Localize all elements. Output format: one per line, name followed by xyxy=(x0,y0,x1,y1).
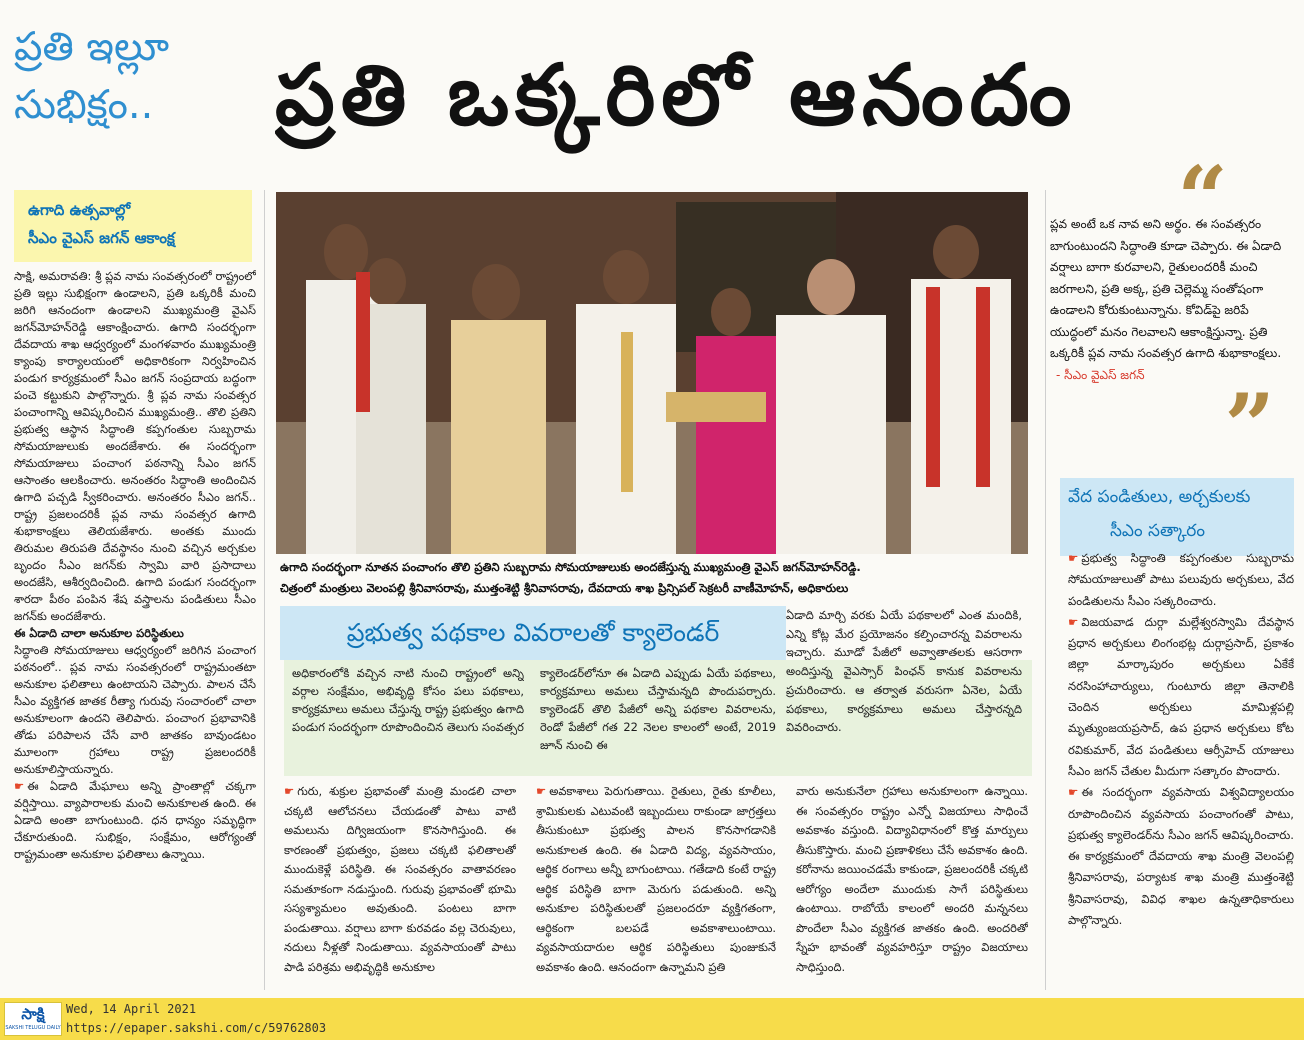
photo-caption xyxy=(280,557,1030,599)
mid-col-3 xyxy=(796,782,1028,994)
close-quote-icon: ” xyxy=(1224,374,1275,478)
quote-text: ప్లవ అంటే ఒక నావ అని అర్థం. ఈ సంవత్సరం బాగుంటుందని సిద్ధాంతి కూడా చెప్పారు. ఈ ఏడాది వర్షాలు బాగా కురవాలని, రైతులందరికీ మంచి జరగాలని, ప్రతి అక్క, ప్రతి చెల్లెమ్మ సంతోషంగా ఉండాలని కోరుకుంటున్నాను. కోవిడ్‌పై జరిపే యుద్ధంలో మనం గెలవాలని ఆకాంక్షిస్తున్నా. ప్రతి ఒక్కరికీ ప్లవ నామ సంవత్సర ఉగాది శుభాకాంక్షలు. xyxy=(1050,217,1282,360)
kicker-line-1: ఉగాది ఉత్సవాల్లో xyxy=(28,201,131,219)
footer-meta xyxy=(66,1000,326,1038)
footer-date: Wed, 14 April 2021 xyxy=(66,1002,197,1016)
calendar-col-3: ఏడాది మార్చి వరకు ఏయే పథకాలలో ఎంత మందికి, ఎన్ని కోట్ల మేర ప్రయోజనం కల్పించారన్న వివరాలను ఇచ్చారు. మూడో పేజీలో అవ్వాతాతలకు ఆసరాగా అందిస్తున్న వైఎస్సార్‌ పింఛన్‌ కానుక వివరాలను ప్రచురించారు. ఆ తర్వాత వరుసగా ఏనెల, ఏయే పథకాలు, కార్యక్రమాలు అమలు చేస్తారన్నది వివరించారు. xyxy=(786,608,1022,735)
mid-col-2-text: ☛ అవకాశాలు పెరుగుతాయి. రైతులు, రైతు కూలీలు, శ్రామికులకు ఎటువంటి ఇబ్బందులు రాకుండా జాగ్రత్తలు తీసుకుంటూ ప్రభుత్వ పాలన కొనసాగడానికి అనుకూలత ఉంది. ఈ ఏడాది విద్య, వ్యవసాయం, ఆర్థిక రంగాలు అన్నీ బాగుంటాయి. గతేడాది కంటే రాష్ట్ర ఆర్థిక పరిస్థితి బాగా మెరుగు పడుతుంది. అన్ని అనుకూల పరిస్థితులతో ప్రజలందరూ వ్యక్తిగతంగా, ఆర్థికంగా బలపడే అవకాశాలుంటాయి. వ్యవసాయదారుల ఆర్థిక పరిస్థితులు పుంజుకునే అవకాశం ఉంది. ఆనందంగా ఉన్నామని ప్రతి xyxy=(536,782,776,977)
tagline-line-1: ప్రతి ఇల్లూ xyxy=(14,24,170,70)
open-quote-icon: “ xyxy=(1177,146,1228,250)
sakshi-logo xyxy=(4,1002,62,1036)
veda-heading-box xyxy=(1060,478,1294,556)
quote-signature: - సీఎం వైఎస్‌ జగన్‌ xyxy=(1056,367,1145,382)
kicker-line-2: సీఎం వైఎస్‌ జగన్‌ ఆకాంక్ష xyxy=(28,229,175,247)
tagline-line-2: సుభిక్షం.. xyxy=(14,82,154,128)
caption-line-1: ఉగాది సందర్భంగా నూతన పంచాంగం తొలి ప్రతిని సుబ్బరామ సోమయాజులుకు అందజేస్తున్న ముఖ్యమంత్రి వైఎస్‌ జగన్‌మోహన్‌రెడ్డి. xyxy=(280,560,861,574)
footer-url[interactable]: https://epaper.sakshi.com/c/59762803 xyxy=(66,1021,327,1035)
left-subhead: ఈ ఏడాది చాలా అనుకూల పరిస్థితులు xyxy=(14,626,184,640)
veda-bullet-3: ☛ ఈ సందర్భంగా వ్యవసాయ విశ్వవిద్యాలయం రూపొందించిన వ్యవసాయ పంచాంగంతో పాటు, ప్రభుత్వ క్యాలెండర్‌ను సీఎం జగన్‌ ఆవిష్కరించారు. ఈ కార్యక్రమంలో దేవదాయ శాఖ మంత్రి వెలంపల్లి శ్రీనివాసరావు, పర్యాటక శాఖ మంత్రి ముత్తంశెట్టి శ్రీనివాసరావు, వివిధ శాఖల ఉన్నతాధికారులు పాల్గొన్నారు. xyxy=(1068,782,1294,931)
logo-text: సాక్షి xyxy=(21,1005,45,1023)
column-divider xyxy=(264,190,265,990)
logo-subtitle: SAKSHI TELUGU DAILY xyxy=(5,1025,61,1031)
veda-title-line-2: సీఎం సత్కారం xyxy=(1110,521,1205,541)
tagline xyxy=(14,18,264,134)
mid-col-1 xyxy=(284,782,516,994)
column-divider-right xyxy=(1045,190,1046,990)
veda-bullet-2: ☛ విజయవాడ దుర్గా మల్లేశ్వరస్వామి దేవస్థాన ప్రధాన అర్చకులు లింగంభట్ల దుర్గాప్రసాద్‌, ప్రకాశం జిల్లా మార్కాపురం అర్చకులు ఏకేకే నరసింహాచార్యులు, గుంటూరు జిల్లా తెనాలికి చెందిన అర్చకులు మామిళ్లపల్లి మృత్యుంజయప్రసాద్‌, ఉప ప్రధాన అర్చకులు కోట రవికుమార్‌, వేద పండితులు ఆర్సీహెచ్‌ యాజులు సీఎం జగన్‌ చేతుల మీదుగా సత్కారం పొందారు. xyxy=(1068,612,1294,782)
left-paragraph-2: సిద్ధాంతి సోమయాజులు ఆధ్వర్యంలో జరిగిన పంచాంగ పఠనంలో.. ప్లవ నామ సంవత్సరంలో రాష్ట్రమంతటా అనుకూల ఫలితాలు ఉంటాయని చెప్పారు. పాలన చేసే సీఎం వ్యక్తిగత జాతక రీత్యా గురువు సంచారంలో చాలా అనుకూలంగా ఉందని తెలిపారు. పంచాంగ ప్రభావానికి తోడు పరిపాలన చేసే వారి జాతకం బావుండటం మూలంగా గ్రహాలు రాష్ట్ర ప్రజలందరికీ అనుకూలిస్తాయన్నారు. xyxy=(14,643,256,776)
veda-title-line-1: వేద పండితులు, అర్చకులకు xyxy=(1068,487,1251,507)
mid-col-1-text: ☛ గురు, శుక్రుల ప్రభావంతో మంత్రి మండలి చాలా చక్కటి ఆలోచనలు చేయడంతో పాటు వాటి అమలును దిగ్విజయంగా కొనసాగిస్తుంది. ఈ కారణంతో ప్రభుత్వం, ప్రజలు చక్కటి ఫలితాలతో ముందుకెళ్లే పరిస్థితి. ఈ సంవత్సరం వాతావరణం సమతూకంగా నడుస్తుంది. గురువు ప్రభావంతో భూమి సస్యశ్యామలం అవుతుంది. పంటలు బాగా పండుతాయి. వర్షాలు బాగా కురవడం వల్ల చెరువులు, నదులు నీళ్లతో నిండుతాయి. వ్యవసాయంతో పాటు పాడి పరిశ్రమ అభివృద్ధికి అనుకూల xyxy=(284,782,516,977)
headline: ప్రతి ఒక్కరిలో ఆనందం xyxy=(275,46,1078,144)
left-article-column xyxy=(14,268,256,994)
event-photo xyxy=(276,192,1028,554)
left-bullet-1: ☛ ఈ ఏడాది మేఘాలు అన్ని ప్రాంతాల్లో చక్కగా వర్షిస్తాయి. వ్యాపారాలకు మంచి అనుకూలత ఉంది. ఈ ఏడాది అంతా బాగుంటుంది. ధన ధాన్యం సమృద్ధిగా చేకూరుతుంది. సుభిక్షం, సంక్షేమం, ఆరోగ్యంతో రాష్ట్రమంతా అనుకూల ఫలితాలు ఉన్నాయి. xyxy=(14,778,256,863)
photo-illustration xyxy=(276,192,1028,554)
mid-col-2 xyxy=(536,782,776,994)
calendar-col-1: అధికారంలోకి వచ్చిన నాటి నుంచి రాష్ట్రంలో అన్ని వర్గాల సంక్షేమం, అభివృద్ధి కోసం పలు పథకాలు, కార్యక్రమాలు అమలు చేస్తున్న రాష్ట్ర ప్రభుత్వం ఉగాది పండుగ సందర్భంగా రూపొందించిన తెలుగు సంవత్సర xyxy=(292,666,524,734)
calendar-heading: ప్రభుత్వ పథకాల వివరాలతో క్యాలెండర్‌ xyxy=(280,606,786,660)
mid-col-3-text: వారు అనుకునేలా గ్రహాలు అనుకూలంగా ఉన్నాయి. ఈ సంవత్సరం రాష్ట్రం ఎన్నో విజయాలు సాధించే అవకాశం వస్తుంది. విద్యావిధానంలో కొత్త మార్పులు తీసుకొస్తారు. మంచి ప్రణాళికలు చేసే అవకాశం ఉంది. కరోనాను జయించడమే కాకుండా, ప్రజలందరికీ చక్కటి ఆరోగ్యం అందేలా ముందుకు సాగే పరిస్థితులు ఉంటాయి. రాబోయే కాలంలో అందరి మన్ననలు పొందేలా సీఎం వ్యక్తిగత జాతకం ఉంది. అందరితో స్నేహ భావంతో వ్యవహరిస్తూ రాష్ట్రం విజయాలు సాధిస్తుంది. xyxy=(796,784,1028,974)
caption-line-2: చిత్రంలో మంత్రులు వెలంపల్లి శ్రీనివాసరావు, ముత్తంశెట్టి శ్రీనివాసరావు, దేవదాయ శాఖ ప్రిన్సిపల్‌ సెక్రటరీ వాణీమోహన్‌, అధికారులు xyxy=(280,581,849,595)
calendar-col-2: క్యాలెండర్‌లోనూ ఈ ఏడాది ఎప్పుడు ఏయే పథకాలు, కార్యక్రమాలు అమలు చేస్తామన్నది పొందుపర్చారు. క్యాలెండర్‌ తొలి పేజీలో అన్ని పథకాల వివరాలను, రెండో పేజీలో గత 22 నెలల కాలంలో అంటే, 2019 జూన్‌ నుంచి ఈ xyxy=(540,666,776,752)
veda-bullet-1: ☛ ప్రభుత్వ సిద్ధాంతి కప్పగంతుల సుబ్బరామ సోమయాజులుతో పాటు పలువురు అర్చకులు, వేద పండితులను సీఎం సత్కరించారు. xyxy=(1068,548,1294,612)
kicker-box xyxy=(14,190,252,262)
cm-quote xyxy=(1050,146,1295,478)
left-paragraph-1: సాక్షి, అమరావతి: శ్రీ ప్లవ నామ సంవత్సరంలో రాష్ట్రంలో ప్రతి ఇల్లు సుభిక్షంగా ఉండాలని, ప్రతి ఒక్కరికీ మంచి జరిగి ఆనందంగా ఉండాలని ముఖ్యమంత్రి వైఎస్‌ జగన్‌మోహన్‌రెడ్డి ఆకాంక్షించారు. ఉగాది సందర్భంగా దేవదాయ శాఖ ఆధ్వర్యంలో మంగళవారం ముఖ్యమంత్రి క్యాంపు కార్యాలయంలో అధికారికంగా నిర్వహించిన పండుగ కార్యక్రమంలో సీఎం జగన్‌ సంప్రదాయ బద్ధంగా పంచె కట్టుకుని పాల్గొన్నారు. శ్రీ ప్లవ నామ సంవత్సర పంచాంగాన్ని ఆవిష్కరించిన ముఖ్యమంత్రి.. తొలి ప్రతిని ప్రభుత్వ ఆస్థాన సిద్ధాంతి కప్పగంతుల సుబ్బరామ సోమయాజులుకు అందజేశారు. ఈ సందర్భంగా సోమయాజులు పంచాంగ పఠనాన్ని సీఎం జగన్‌ ఆసాంతం ఆలకించారు. అనంతరం సిద్ధాంతి అందించిన ఉగాది పచ్చడి స్వీకరించారు. అనంతరం సీఎం జగన్‌.. రాష్ట్ర ప్రజలందరికీ ప్లవ నామ సంవత్సర ఉగాది శుభాకాంక్షలు తెలియజేశారు. అంతకు ముందు తిరుమల తిరుపతి దేవస్థానం నుంచి వచ్చిన అర్చకుల బృందం సీఎం జగన్‌కు స్వామి వారి ప్రసాదాలు అందజేసి, ఆశీర్వదించింది. ఉగాది పండుగ సందర్భంగా శారదా పీఠం పంపిన శేష వస్త్రాలను పండితులు సీఎం జగన్‌కు అందజేశారు. xyxy=(14,269,256,623)
veda-column xyxy=(1068,548,1294,994)
